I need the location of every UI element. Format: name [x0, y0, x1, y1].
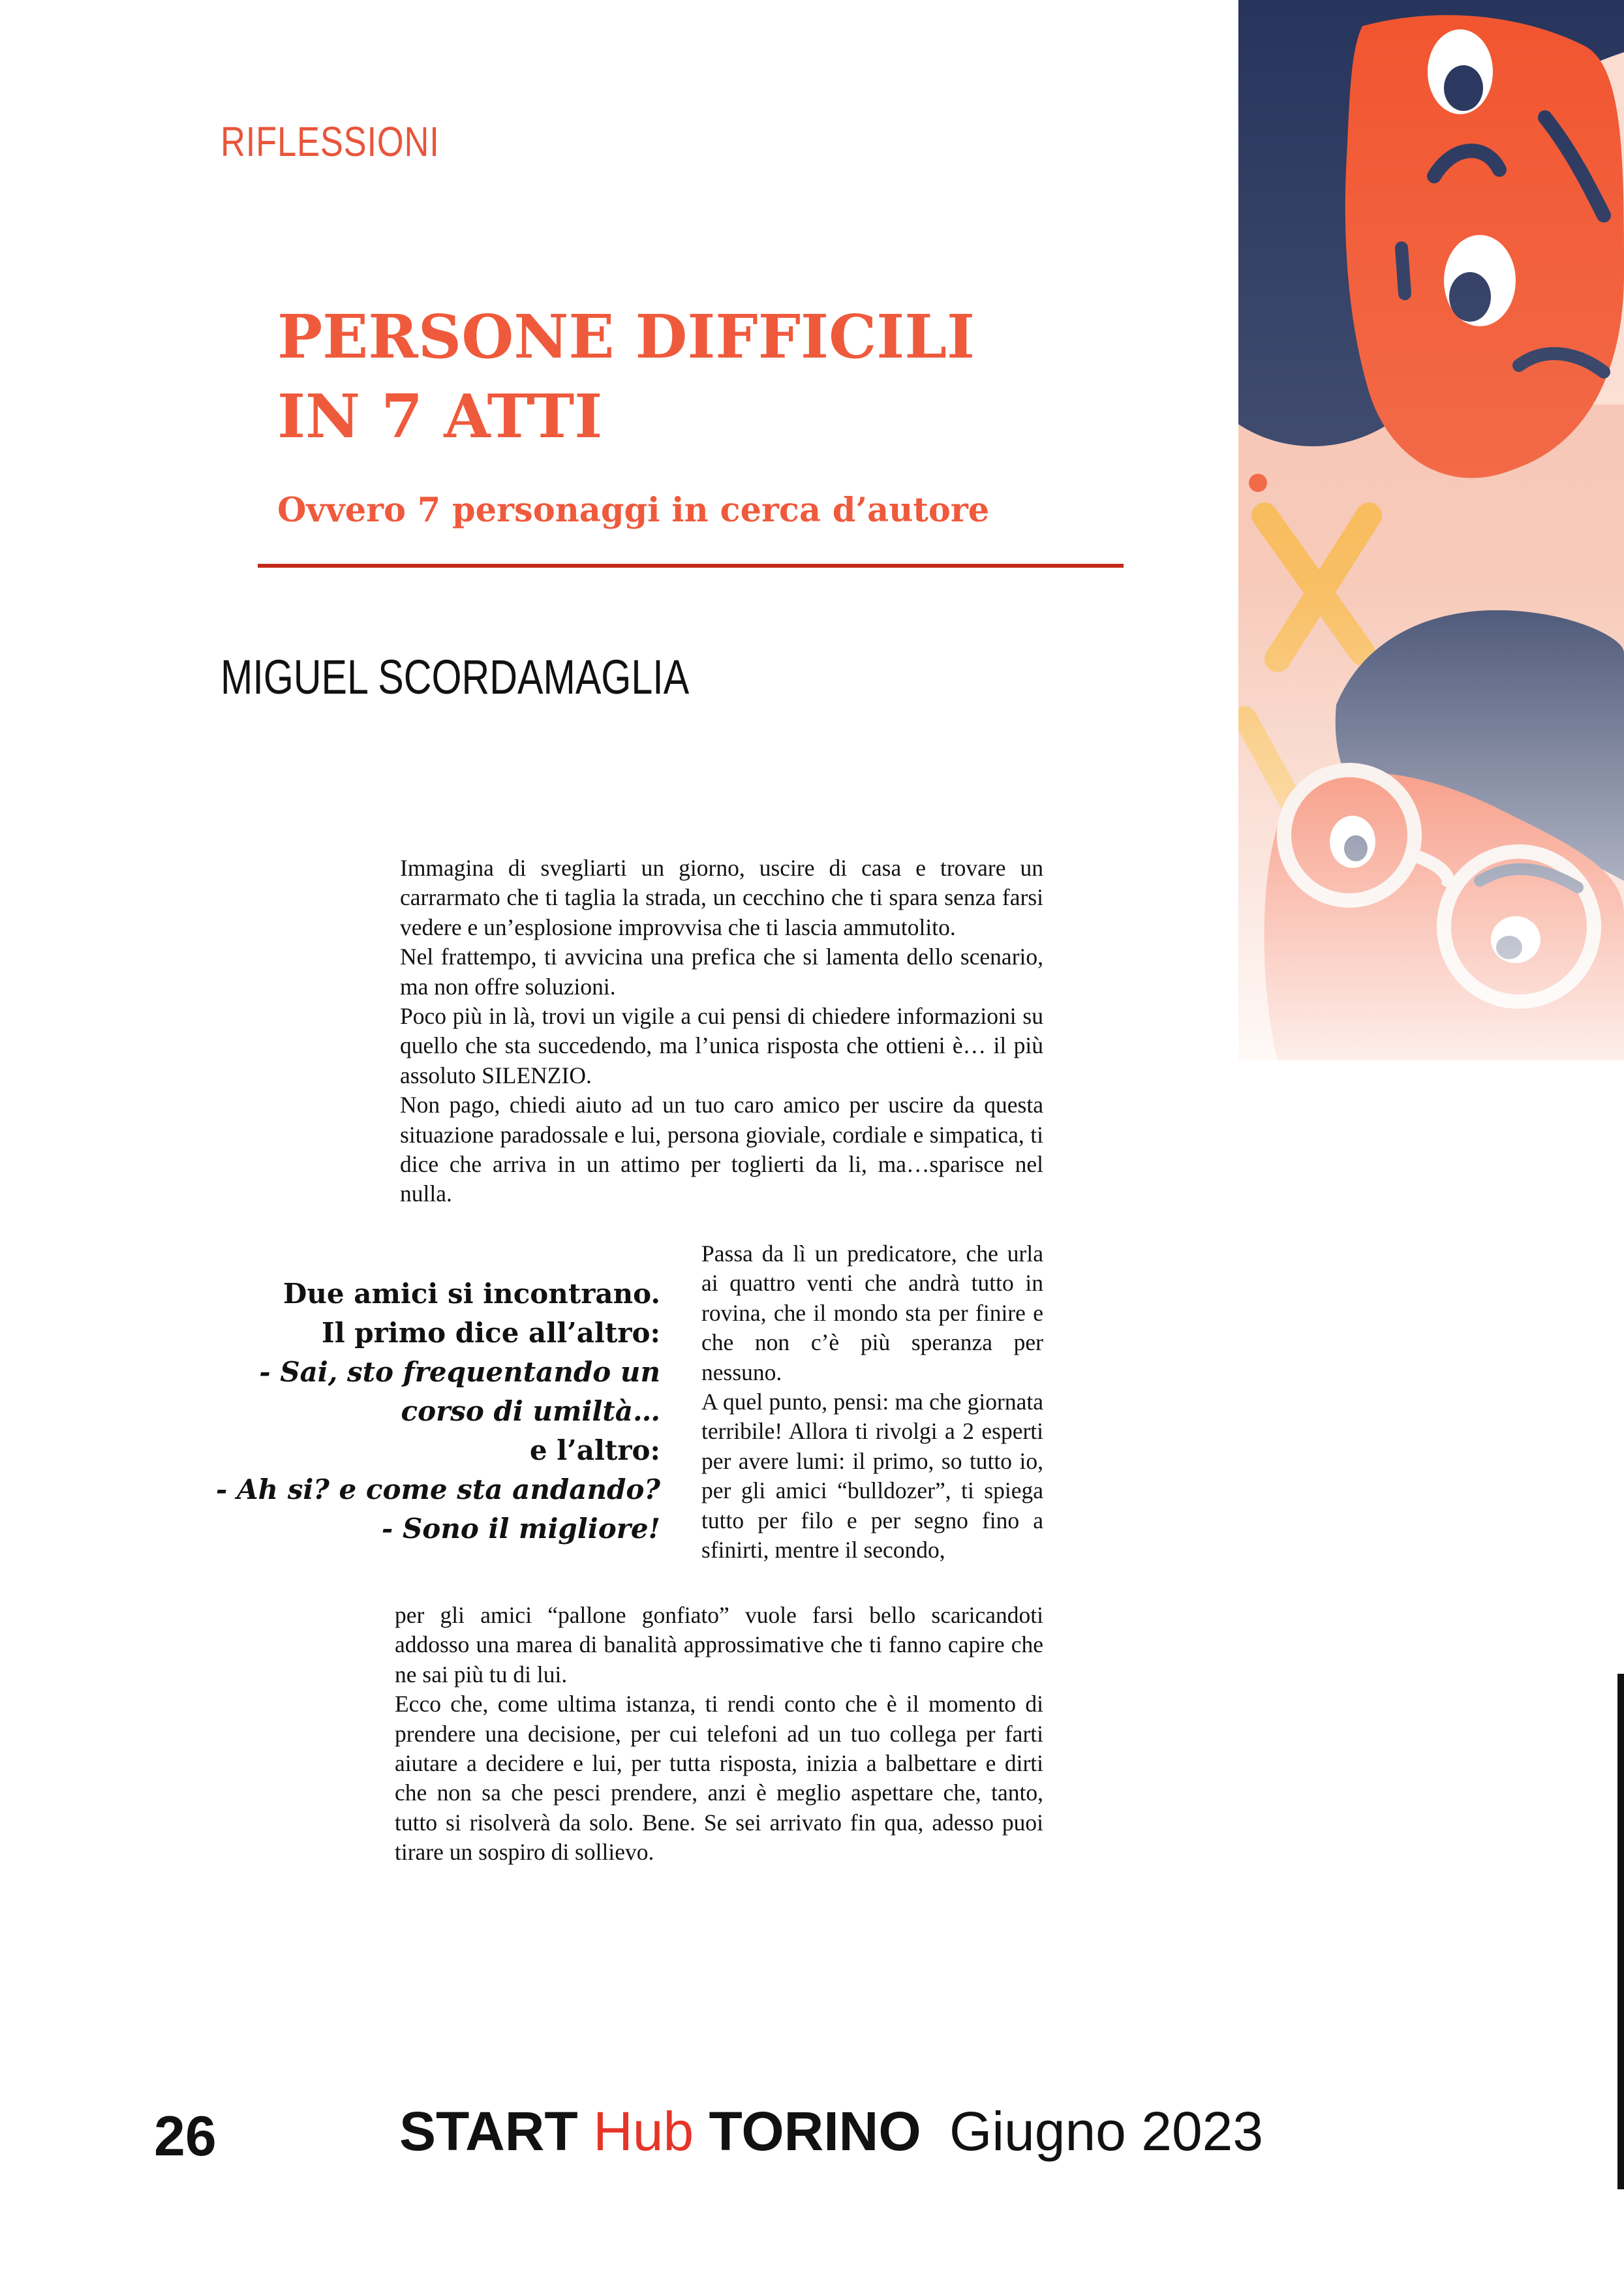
page-edge-bar: [1617, 1674, 1624, 2189]
issue-date: Giugno 2023: [949, 2101, 1264, 2162]
magazine-name-hub: Hub: [593, 2101, 694, 2162]
pull-quote-line: Due amici si incontrano.: [283, 1278, 660, 1310]
body-paragraph: Poco più in là, trovi un vigile a cui pensi di chiedere informazioni su quello che sta succedendo, ma l’unica risposta che ottieni è… il più assoluto SILENZIO.: [400, 1003, 1043, 1088]
magazine-footer: [399, 2100, 1263, 2163]
body-column-top: [400, 854, 1043, 1209]
body-paragraph: Ecco che, come ultima istanza, ti rendi conto che è il momento di prendere una decisione, per cui telefoni ad un tuo collega per farti aiutare a decidere e lui, per tutta risposta, inizia a balbettare e dirti che non sa che pesci prendere, anzi è meglio aspettare che, tanto, tutto si risolverà da solo. Bene. Se sei arrivato fin qua, adesso puoi tirare un sospiro di sollievo.: [395, 1691, 1043, 1866]
body-paragraph: Non pago, chiedi aiuto ad un tuo caro amico per uscire da questa situazione paradossale e lui, persona gioviale, cordiale e simpatica, ti dice che arriva in un attimo per toglierti da li, ma…sparisce nel nulla.: [400, 1092, 1043, 1207]
article-subtitle: Ovvero 7 personaggi in cerca d’autore: [277, 491, 990, 530]
pull-quote-line: e l’altro:: [529, 1434, 660, 1466]
body-paragraph: A quel punto, pensi: ma che giornata terribile! Allora ti rivolgi a 2 esperti per avere lumi: il primo, so tutto io, per gli amici “bulldozer”, ti spiega tutto per filo e per segno fino a sfinirti, mentre il secondo,: [701, 1389, 1043, 1563]
pull-quote-line: - Sai, sto frequentando un: [259, 1356, 660, 1388]
body-paragraph: Passa da lì un predicatore, che urla ai quattro venti che andrà tutto in rovina, che il mondo sta per finire e che non c’è più speranza per nessuno.: [701, 1240, 1043, 1385]
pull-quote-line: Il primo dice all’altro:: [322, 1317, 660, 1349]
pull-quote-line: - Ah si? e come sta andando?: [215, 1473, 660, 1505]
body-column-right: [701, 1239, 1043, 1565]
body-column-bottom: [395, 1601, 1043, 1868]
article-title-line-2: IN 7 ATTI: [277, 381, 603, 452]
pull-quote-line: - Sono il migliore!: [381, 1513, 660, 1545]
pull-quote: [215, 1274, 660, 1548]
article-title-line-1: PERSONE DIFFICILI: [277, 301, 975, 372]
title-divider: [258, 564, 1124, 568]
body-paragraph: Immagina di svegliarti un giorno, uscire di casa e trovare un carrarmato che ti taglia la strada, un cecchino che ti spara senza farsi vedere e un’esplosione improvvisa che ti lascia ammutolito.: [400, 855, 1043, 940]
article-title: [277, 297, 975, 456]
pull-quote-line: corso di umiltà…: [401, 1395, 660, 1427]
body-paragraph: Nel frattempo, ti avvicina una prefica che si lamenta dello scenario, ma non offre soluzioni.: [400, 944, 1043, 1000]
magazine-name-start: START: [399, 2101, 578, 2162]
magazine-name-torino: TORINO: [709, 2101, 921, 2162]
author-name: MIGUEL SCORDAMAGLIA: [221, 650, 690, 704]
section-label: RIFLESSIONI: [221, 118, 440, 165]
body-paragraph: per gli amici “pallone gonfiato” vuole farsi bello scaricandoti addosso una marea di banalità approssimative che ti fanno capire che ne sai più tu di lui.: [395, 1602, 1043, 1687]
page-number: 26: [154, 2105, 217, 2168]
faces-illustration: [1238, 0, 1624, 1060]
